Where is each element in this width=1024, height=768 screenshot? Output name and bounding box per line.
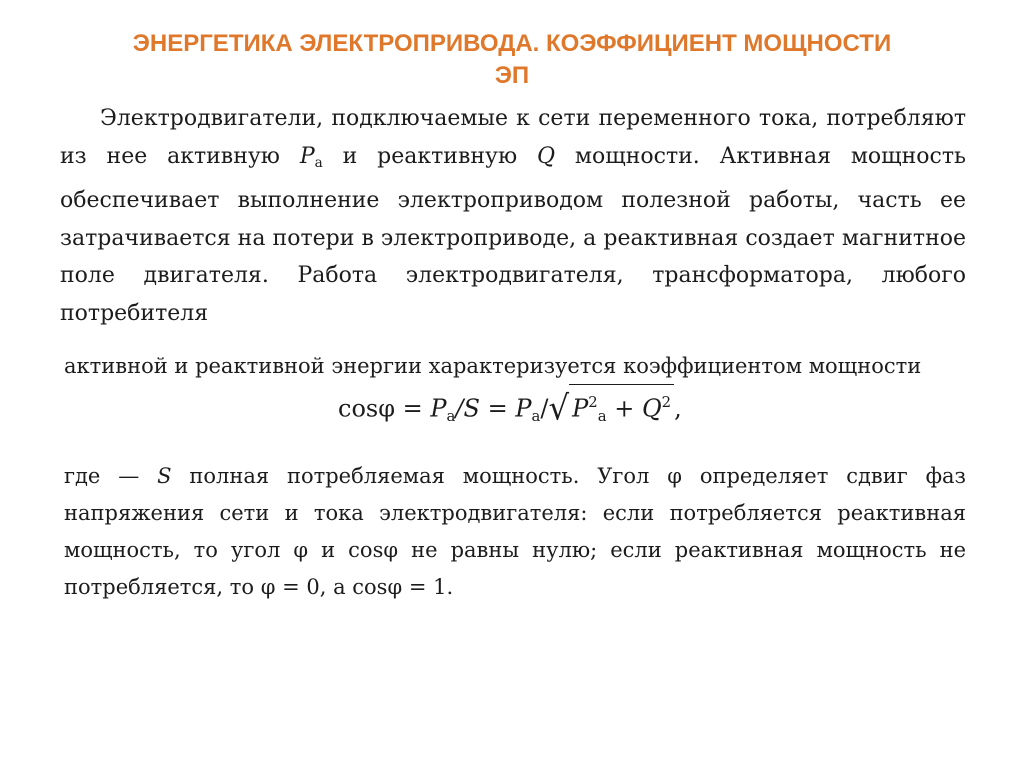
apparent-power-symbol: S: [157, 464, 172, 489]
paragraph-text: Электродвигатели, подключаемые к сети переменного тока, потребляют из нее активную: [60, 106, 966, 169]
slide-title-line1: ЭНЕРГЕТИКА ЭЛЕКТРОПРИВОДА. КОЭФФИЦИЕНТ МОЩНОСТИ: [132, 30, 892, 57]
paragraph-power-factor-intro: активной и реактивной энергии характеризуется коэффициентом мощности: [64, 354, 922, 379]
paragraph-phase-shift: [64, 458, 966, 606]
scanned-text-block: [60, 100, 966, 606]
paragraph-power-types: [60, 100, 966, 332]
square-root-symbol: √: [548, 388, 570, 429]
paragraph-text: мощности. Активная мощность обеспечивает выполнение электроприводом полезной работы, часть ее затрачивается на потери в электроприводе, а реактивная создает магнитное поле двигателя. Работа электродвигателя, трансформатора, любого потребителя: [60, 143, 967, 326]
power-factor-formula: $\cos\varphi = P_а/S = P_а/√$ $P^2_а + Q^2$ ,: [60, 384, 966, 438]
paragraph-text: полная потребляемая мощность. Угол φ определяет сдвиг фаз напряжения сети и тока электродвигателя: если потребляется реактивная мощность, то угол φ и cosφ не равны нулю; если реактивная мощность не потребляется, то φ = 0, а cosφ = 1.: [64, 464, 966, 600]
reactive-power-symbol: Q: [537, 143, 556, 169]
slide-title-line2: ЭП: [494, 62, 530, 89]
formula-radicand: $P^2_а + Q^2$: [569, 384, 674, 431]
slide-title: [40, 28, 984, 92]
paragraph-text: и реактивную: [322, 143, 537, 169]
paragraph-text: где —: [64, 464, 158, 489]
active-power-symbol: $P_а$: [299, 143, 323, 171]
